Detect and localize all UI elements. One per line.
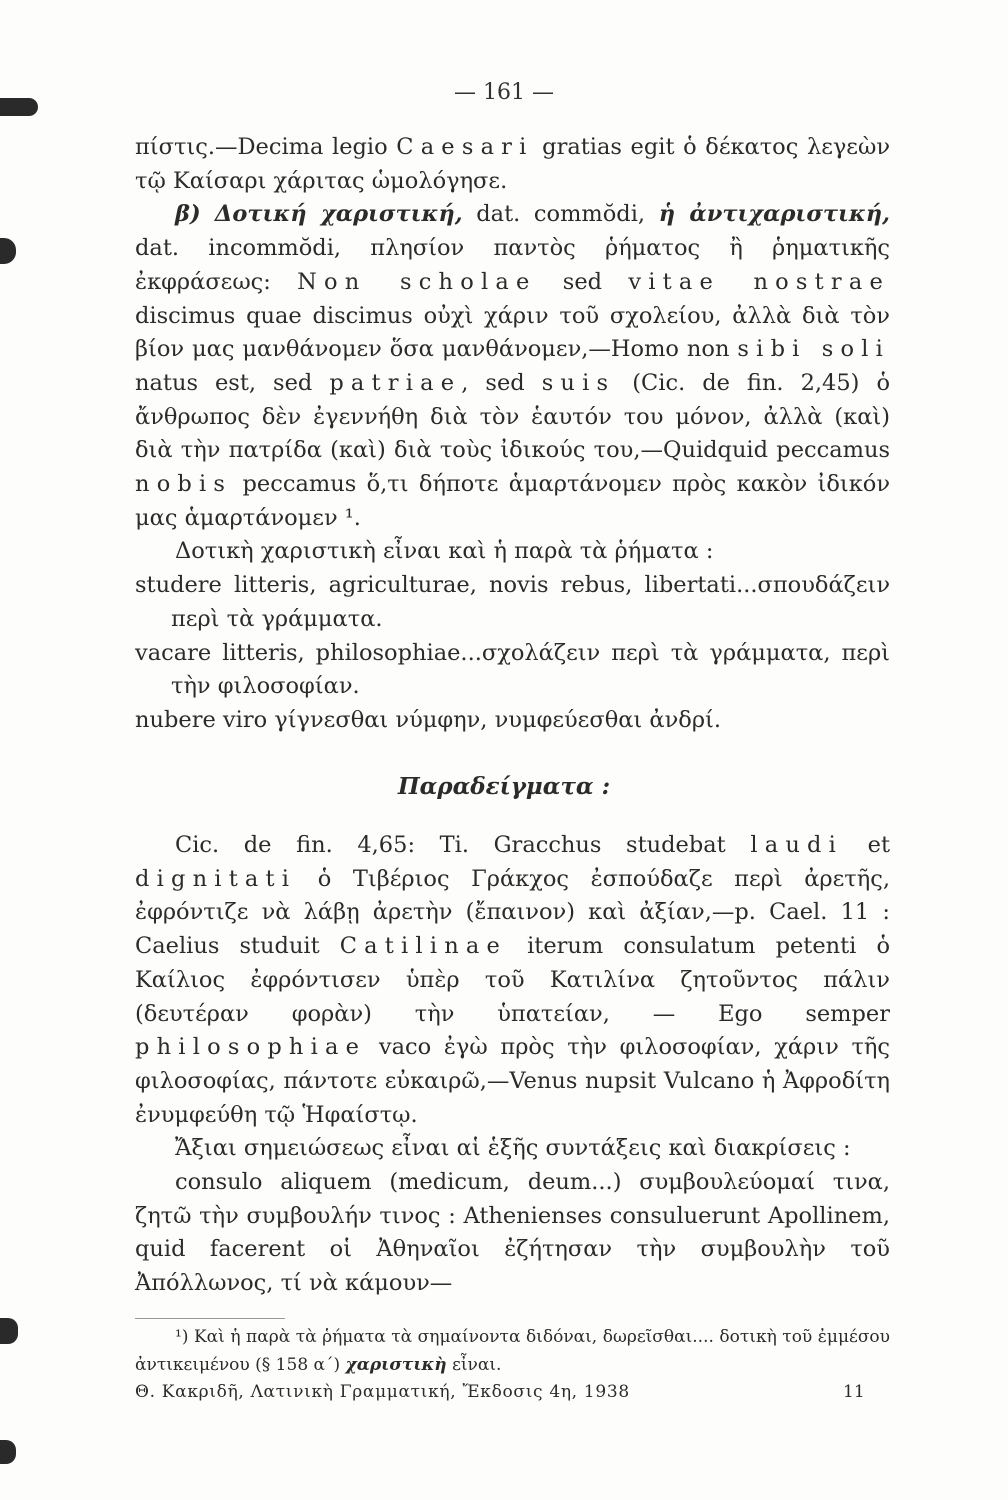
paragraph-5: Ἄξιαι σημειώσεως εἶναι αἱ ἑξῆς συντάξεις καὶ διακρίσεις : xyxy=(175,1135,851,1162)
binding-hole-mark xyxy=(0,1440,16,1464)
footnote-divider xyxy=(135,1318,285,1319)
binding-hole-mark xyxy=(0,238,16,264)
signature-number: 11 xyxy=(843,1382,865,1402)
example-line: vacare litteris, philosophiae...σχολάζειν περὶ τὰ γράμματα, περὶ τὴν φιλοσοφίαν. xyxy=(135,639,890,700)
paragraph-3: Δοτικὴ χαριστικὴ εἶναι καὶ ἡ παρὰ τὰ ῥήματα : xyxy=(175,538,714,565)
section-label: β) Δοτική χαριστική, xyxy=(175,201,463,228)
example-line: nubere viro γίγνεσθαι νύμφην, νυμφεύεσθαι ἀνδρί. xyxy=(135,706,722,733)
body-text-bottom xyxy=(135,829,890,1301)
binding-hole-mark xyxy=(0,1318,18,1344)
paragraph-2: β) Δοτική χαριστική, dat. commŏdi, ἡ ἀντιχαριστική, dat. incommŏdi, πλησίον παντὸς ῥήματος ἢ ῥηματικῆς ἐκφράσεως: Non scholae sed vitae nostrae discimus quae discimus οὐχὶ χάριν τοῦ σχολείου, ἀλλὰ διὰ τὸν βίον μας μανθάνομεν ὅσα μανθάνομεν,—Homo non sibi soli natus est, sed patriae, sed suis (Cic. de fin. 2,45) ὁ ἄνθρωπος δὲν ἐγεννήθη διὰ τὸν ἑαυτόν του μόνον, ἀλλὰ (καὶ) διὰ τὴν πατρίδα (καὶ) διὰ τοὺς ἰδικούς του,—Quidquid peccamus nobis peccamus ὅ,τι δήποτε ἁμαρτάνομεν πρὸς κακὸν ἰδικόν μας ἁμαρτάνομεν ¹. xyxy=(135,201,891,531)
body-text-top xyxy=(135,131,890,738)
footnote: ¹) Καὶ ἡ παρὰ τὰ ῥήματα τὰ σημαίνοντα διδόναι, δωρεῖσθαι.... δοτικὴ τοῦ ἐμμέσου ἀντικειμένου (§ 158 α΄) χαριστικὴ εἶναι. xyxy=(135,1327,890,1375)
example-line: studere litteris, agriculturae, novis rebus, libertati...σπουδάζειν περὶ τὰ γράμματα. xyxy=(135,572,890,632)
paragraph-1: πίστις.—Decima legio Caesari gratias egit ὁ δέκατος λεγεὼν τῷ Καίσαρι χάριτας ὡμολόγησε. xyxy=(135,134,890,194)
section-heading: Παραδείγματα : xyxy=(397,773,611,800)
paragraph-4: Cic. de fin. 4,65: Ti. Gracchus studebat laudi et dignitati ὁ Τιβέριος Γράκχος ἐσπούδαζε περὶ ἀρετῆς, ἐφρόντιζε νὰ λάβῃ ἀρετὴν (ἔπαινον) καὶ ἀξίαν,—p. Cael. 11 : Caelius studuit Catilinae iterum consulatum petenti ὁ Καίλιος ἐφρόντισεν ὑπὲρ τοῦ Κατιλίνα ζητοῦντος πάλιν (δευτέραν φορὰν) τὴν ὑπατείαν, — Ego semper philosophiae vaco ἐγὼ πρὸς τὴν φιλοσοφίαν, χάριν τῆς φιλοσοφίας, πάντοτε εὐκαιρῶ,—Venus nupsit Vulcano ἡ Ἀφροδίτη ἐνυμφεύθη τῷ Ἡφαίστῳ. xyxy=(135,832,890,1128)
page-number: — 161 — xyxy=(454,80,554,105)
printer-signature: Θ. Κακριδῆ, Λατινικὴ Γραμματική, Ἔκδοσις 4η, 1938 xyxy=(135,1382,630,1402)
paragraph-6: consulo aliquem (medicum, deum...) συμβουλεύομαί τινα, ζητῶ τὴν συμβουλήν τινος : Athenienses consuluerunt Apollinem, quid facerent οἱ Ἀθηναῖοι ἐζήτησαν τὴν συμβουλὴν τοῦ Ἀπόλλωνος, τί νὰ κάμουν— xyxy=(135,1169,890,1297)
